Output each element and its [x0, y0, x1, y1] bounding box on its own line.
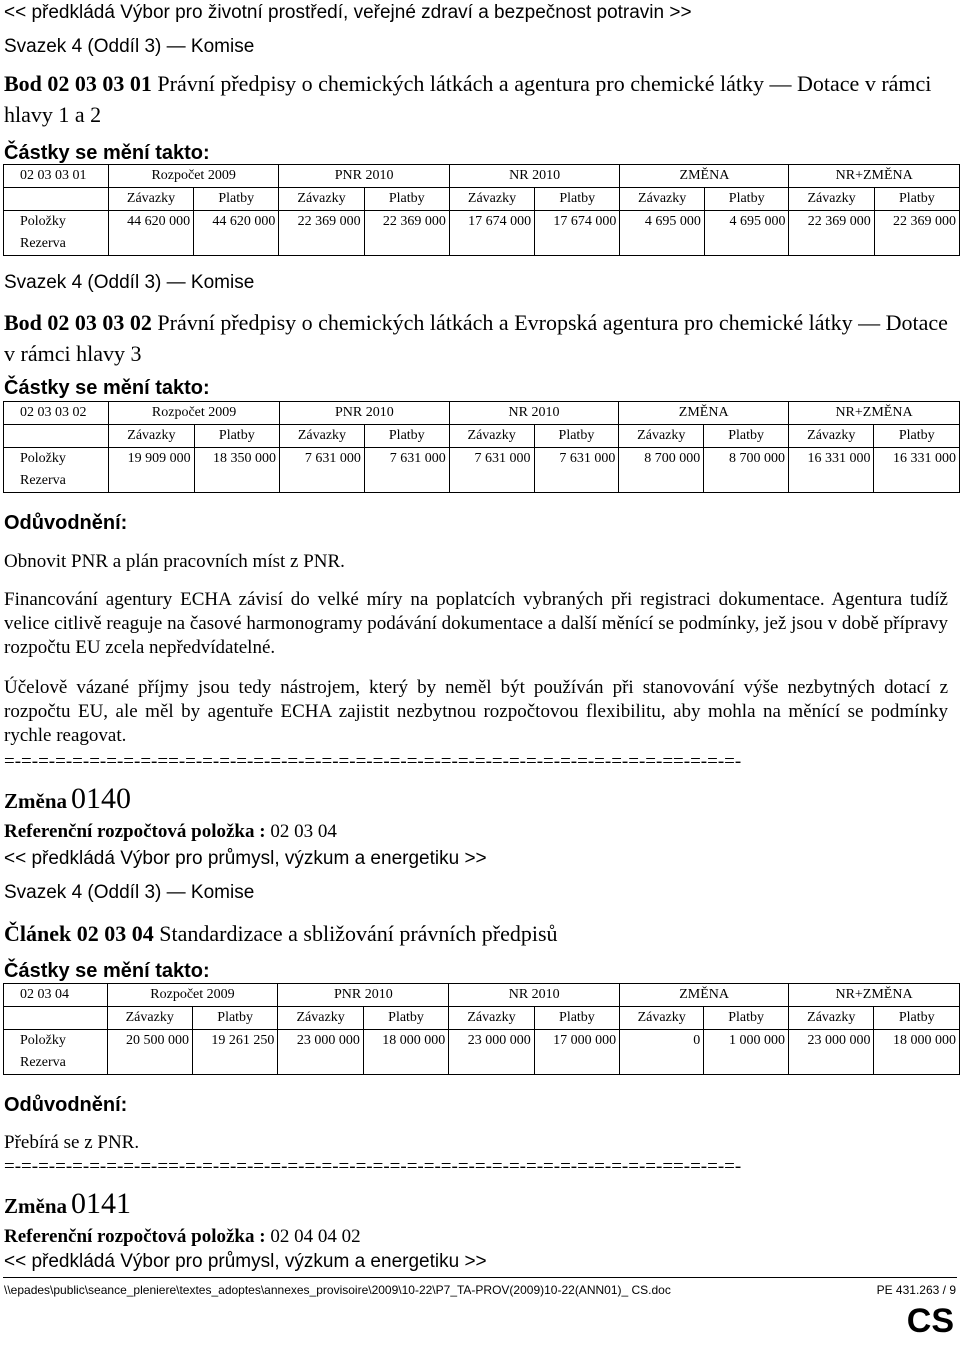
article-title [4, 918, 949, 949]
article-code: Článek 02 03 04 [4, 921, 154, 946]
col-group: Rozpočet 2009 [108, 165, 279, 188]
col-group: PNR 2010 [280, 402, 450, 425]
amendment-heading [4, 1187, 131, 1221]
table-code: 02 03 03 01 [4, 165, 109, 188]
table-cell: 23 000 000 [278, 1030, 363, 1053]
col-sub: Závazky [620, 188, 705, 211]
table-cell: 17 674 000 [449, 211, 534, 234]
budget-item-title [4, 68, 949, 130]
table-cell: 0 [620, 1030, 704, 1053]
table-cell: 16 331 000 [789, 448, 874, 471]
amounts-label: Částky se mění takto: [4, 142, 210, 164]
committee-line: << předkládá Výbor pro životní prostředí, veřejné zdraví a bezpečnost potravin >> [4, 2, 692, 23]
justification-paragraph: Obnovit PNR a plán pracovních míst z PNR. [4, 551, 345, 572]
table-cell: 44 620 000 [194, 211, 279, 234]
amendment-heading [4, 782, 131, 816]
table-cell: 8 700 000 [704, 448, 789, 471]
col-sub: Závazky [278, 1007, 363, 1030]
table-cell: 23 000 000 [449, 1030, 534, 1053]
col-sub: Závazky [789, 1007, 874, 1030]
col-sub: Platby [534, 1007, 619, 1030]
table-cell: 20 500 000 [107, 1030, 192, 1053]
col-group: NR 2010 [449, 984, 620, 1007]
col-group: ZMĚNA [620, 165, 789, 188]
budget-item-code: Bod 02 03 03 01 [4, 71, 152, 96]
col-sub: Platby [874, 425, 960, 448]
col-sub: Závazky [109, 425, 194, 448]
committee-line: << předkládá Výbor pro průmysl, výzkum a energetiku >> [4, 848, 487, 869]
budget-item-name: Právní předpisy o chemických látkách a agentura pro chemické látky ― Dotace v rámci hlavy 1 a 2 [4, 71, 932, 127]
col-sub: Platby [534, 425, 619, 448]
article-name: Standardizace a sbližování právních předpisů [153, 921, 558, 946]
col-sub: Závazky [789, 425, 874, 448]
table-cell: 22 369 000 [789, 211, 874, 234]
row-label-polozky: Položky [4, 1030, 108, 1053]
committee-line: << předkládá Výbor pro průmysl, výzkum a energetiku >> [4, 1251, 487, 1272]
justification-paragraph: Přebírá se z PNR. [4, 1132, 140, 1153]
budget-table [3, 983, 960, 1075]
table-cell: 4 695 000 [704, 211, 789, 234]
col-sub: Platby [192, 1007, 277, 1030]
col-group: ZMĚNA [620, 984, 789, 1007]
col-group: Rozpočet 2009 [107, 984, 278, 1007]
amounts-label: Částky se mění takto: [4, 377, 210, 399]
col-group: NR+ZMĚNA [789, 402, 960, 425]
justification-paragraph: Financování agentury ECHA závisí do velké míry na poplatcích vybraných při registraci dokumentace. Agentura tudíž velice citlivě reaguje na časové harmonogramy podávání dokumentace a další měnící se podmínky, jež jsou v době přípravy rozpočtu EU zcela nepředvídatelné. [4, 589, 948, 658]
section-heading: Svazek 4 (Oddíl 3) ― Komise [4, 882, 255, 903]
reference-code: 02 04 04 02 [265, 1226, 361, 1247]
table-cell: 22 369 000 [364, 211, 449, 234]
reference-label: Referenční rozpočtová položka : [4, 1226, 266, 1247]
col-sub: Platby [364, 188, 449, 211]
reference-code: 02 03 04 [265, 821, 337, 842]
budget-table [3, 401, 960, 493]
section-heading: Svazek 4 (Oddíl 3) ― Komise [4, 36, 255, 57]
amounts-label: Částky se mění takto: [4, 960, 210, 982]
row-label-polozky: Položky [4, 448, 109, 471]
col-sub: Závazky [107, 1007, 192, 1030]
reference-label: Referenční rozpočtová položka : [4, 821, 266, 842]
table-cell: 22 369 000 [279, 211, 364, 234]
col-sub: Závazky [280, 425, 365, 448]
col-group: PNR 2010 [279, 165, 450, 188]
reference-item [4, 1226, 361, 1248]
table-cell: 8 700 000 [619, 448, 704, 471]
col-group: NR+ZMĚNA [789, 984, 960, 1007]
table-cell: 18 350 000 [194, 448, 279, 471]
col-sub: Platby [364, 425, 449, 448]
col-sub: Závazky [108, 188, 193, 211]
section-heading: Svazek 4 (Oddíl 3) ― Komise [4, 272, 255, 293]
table-cell: 23 000 000 [789, 1030, 874, 1053]
amendment-label: Změna [4, 789, 67, 813]
table-cell: 16 331 000 [874, 448, 960, 471]
budget-item-title [4, 307, 949, 369]
table-cell: 19 261 250 [192, 1030, 277, 1053]
footer-rule [3, 1277, 957, 1278]
amendment-number: 0141 [71, 1187, 131, 1220]
language-code: CS [906, 1302, 954, 1340]
col-sub: Závazky [619, 425, 704, 448]
table-cell: 4 695 000 [620, 211, 705, 234]
amendment-number: 0140 [71, 782, 131, 815]
col-sub: Závazky [620, 1007, 704, 1030]
table-cell: 18 000 000 [874, 1030, 960, 1053]
col-sub: Platby [874, 188, 959, 211]
separator-line: =-=-=-=-=-=-=-=-=-==-=-=-=-=-=-=-=-=-=-=-=-=-=-=-=-=-=-=-=-=-=-=-=-=-=-=-=-=-==-=-=-=- [4, 751, 742, 772]
footer-path: \\epades\public\seance_pleniere\textes_adoptes\annexes_provisoire\2009\10-22\P7_TA-PROV(2009)10-22(ANN01)_ CS.doc [4, 1283, 671, 1297]
table-cell: 7 631 000 [534, 448, 619, 471]
row-label-polozky: Položky [4, 211, 109, 234]
amendment-label: Změna [4, 1194, 67, 1218]
justification-label: Odůvodnění: [4, 1094, 128, 1116]
col-group: Rozpočet 2009 [109, 402, 280, 425]
col-sub: Platby [194, 188, 279, 211]
table-cell: 19 909 000 [109, 448, 194, 471]
table-cell: 7 631 000 [280, 448, 365, 471]
col-group: PNR 2010 [278, 984, 449, 1007]
col-sub: Závazky [789, 188, 874, 211]
col-sub: Platby [704, 188, 789, 211]
table-code: 02 03 03 02 [4, 402, 109, 425]
table-cell: 44 620 000 [108, 211, 193, 234]
table-code: 02 03 04 [4, 984, 108, 1007]
footer-page: PE 431.263 / 9 [876, 1283, 956, 1297]
col-sub: Platby [704, 425, 789, 448]
reference-item [4, 821, 337, 843]
table-cell: 7 631 000 [449, 448, 534, 471]
row-label-rezerva: Rezerva [4, 233, 109, 256]
table-cell: 7 631 000 [364, 448, 449, 471]
budget-item-name: Právní předpisy o chemických látkách a Evropská agentura pro chemické látky ― Dotace v rámci hlavy 3 [4, 310, 948, 366]
row-label-rezerva: Rezerva [4, 470, 109, 493]
col-sub: Závazky [449, 1007, 534, 1030]
budget-table [3, 164, 960, 256]
col-sub: Závazky [449, 425, 534, 448]
justification-paragraph: Účelově vázané příjmy jsou tedy nástrojem, který by neměl být používán při stanovování výše nezbytných dotací z rozpočtu EU, ale měl by agentuře ECHA zajistit nezbytnou rozpočtovou flexibilitu, aby mohla na měnící se podmínky rychle reagovat. [4, 677, 948, 746]
col-sub: Platby [363, 1007, 448, 1030]
table-cell: 17 000 000 [534, 1030, 619, 1053]
col-group: ZMĚNA [619, 402, 789, 425]
col-group: NR 2010 [449, 402, 619, 425]
budget-item-code: Bod 02 03 03 02 [4, 310, 152, 335]
col-sub: Závazky [449, 188, 534, 211]
justification-label: Odůvodnění: [4, 512, 128, 534]
table-cell: 1 000 000 [704, 1030, 789, 1053]
table-cell: 17 674 000 [535, 211, 620, 234]
col-sub: Platby [194, 425, 279, 448]
col-sub: Závazky [279, 188, 364, 211]
separator-line: =-=-=-=-=-=-=-=-=-==-=-=-=-=-=-=-=-=-=-=-=-=-=-=-=-=-=-=-=-=-=-=-=-=-=-=-=-=-==-=-=-=- [4, 1156, 742, 1177]
col-group: NR 2010 [449, 165, 620, 188]
table-cell: 18 000 000 [363, 1030, 448, 1053]
table-cell: 22 369 000 [874, 211, 959, 234]
col-sub: Platby [535, 188, 620, 211]
col-sub: Platby [874, 1007, 960, 1030]
row-label-rezerva: Rezerva [4, 1052, 108, 1075]
col-sub: Platby [704, 1007, 789, 1030]
col-group: NR+ZMĚNA [789, 165, 960, 188]
